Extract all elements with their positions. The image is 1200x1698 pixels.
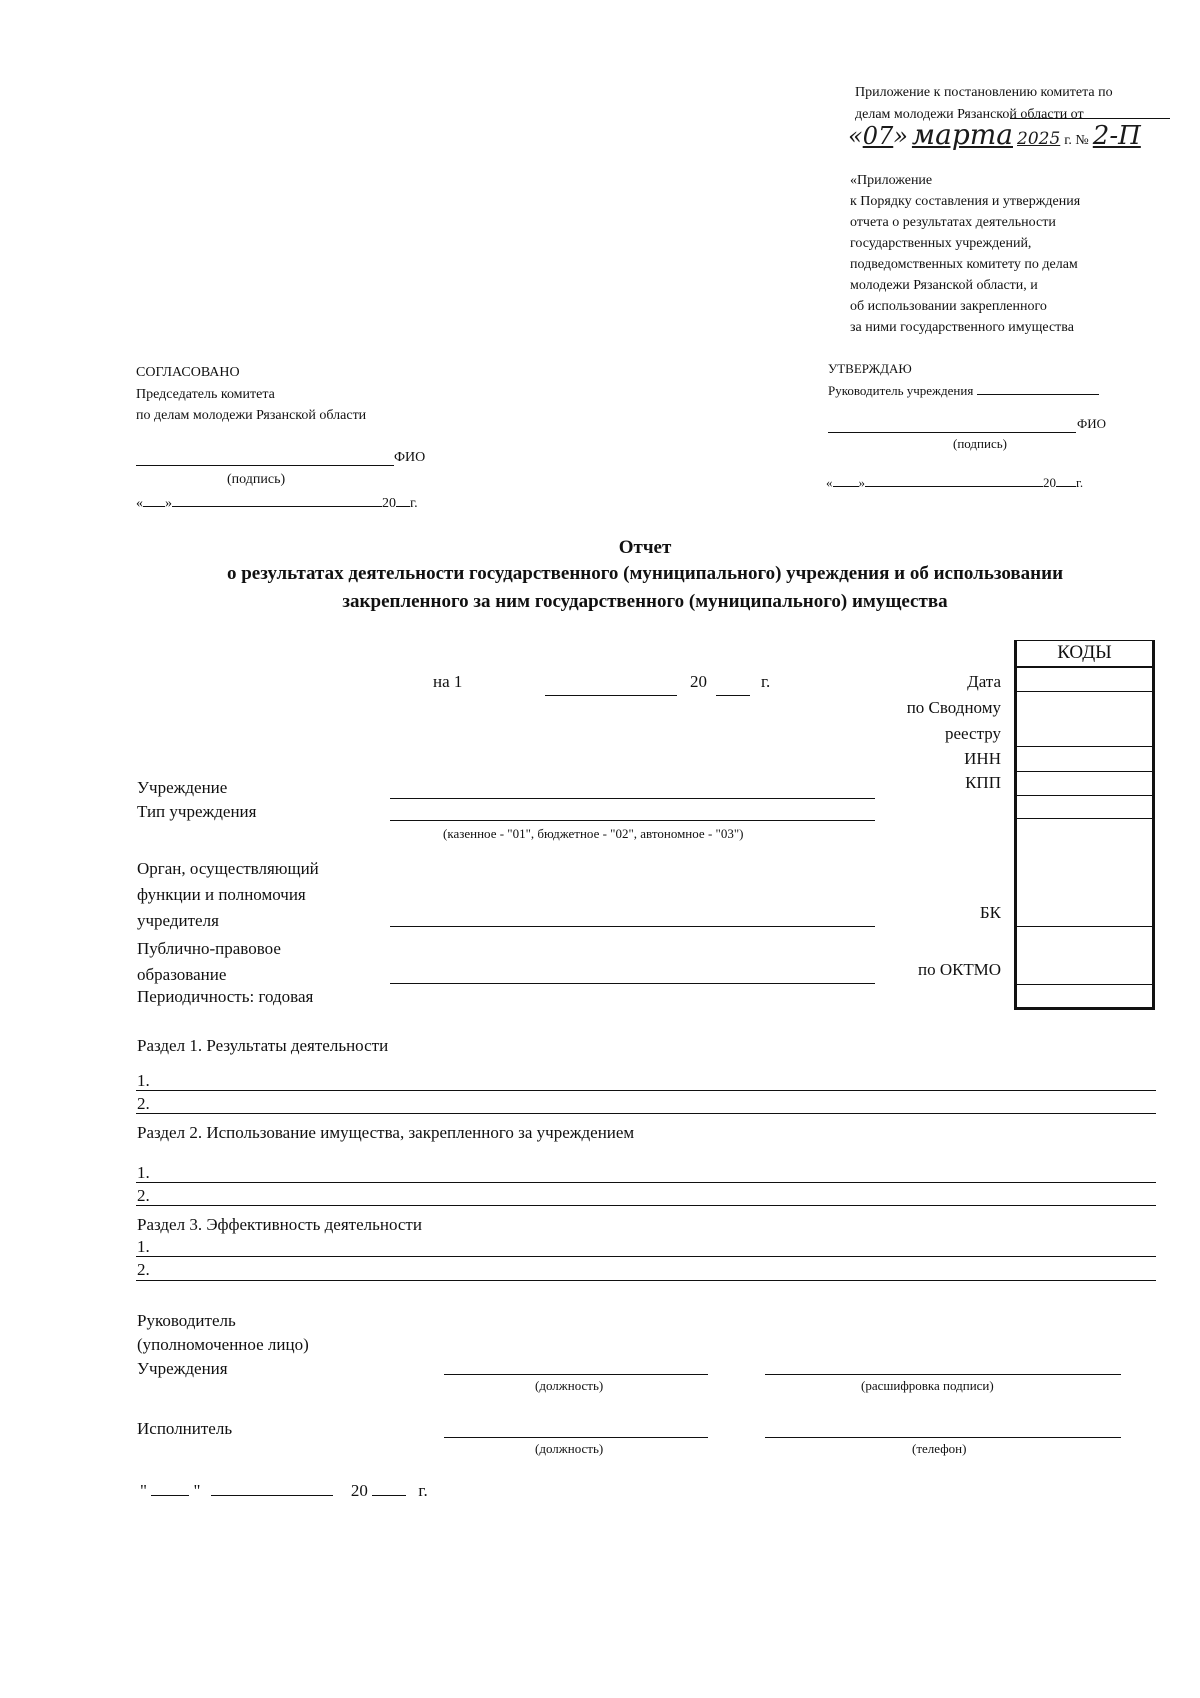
section-2-item-1: 1. <box>137 1163 150 1182</box>
form-type-field[interactable] <box>390 820 875 821</box>
signature-year: 20 <box>350 1481 368 1500</box>
approve-date-open: « <box>826 475 833 490</box>
form-founder-field[interactable] <box>390 926 875 927</box>
order-appendix-line: государственных учреждений, <box>850 236 1032 251</box>
section-2-line-1[interactable] <box>136 1182 1156 1183</box>
approve-signature-line[interactable] <box>828 432 1076 433</box>
section-3-item-2: 2. <box>137 1260 150 1279</box>
executor-position-field[interactable] <box>444 1437 708 1438</box>
approve-head-field[interactable] <box>977 380 1099 395</box>
section-2-item-2: 2. <box>137 1186 150 1205</box>
section-1-item-1: 1. <box>137 1071 150 1090</box>
executor-position-caption: (должность) <box>535 1441 604 1456</box>
form-as-of: на 1 <box>433 672 463 691</box>
codes-box <box>1014 640 1155 1010</box>
appendix-date-day: 07 <box>862 122 894 150</box>
codes-registry-label-1: по Сводному <box>906 698 1001 717</box>
codes-date-label: Дата <box>967 672 1001 691</box>
agreed-year-suffix: г. <box>410 496 418 511</box>
appendix-date-month: марта <box>911 118 1013 151</box>
signature-date-quote-close: " <box>193 1481 201 1500</box>
appendix-number: 2-П <box>1092 121 1141 151</box>
codes-bk-label: БК <box>979 903 1001 922</box>
signature-head-line: (уполномоченное лицо) <box>137 1335 309 1354</box>
form-public-entity-line: Публично-правовое <box>137 939 281 958</box>
agreed-line1: Председатель комитета <box>136 387 275 402</box>
order-appendix-line: молодежи Рязанской области, и <box>850 278 1038 293</box>
section-3-title: Раздел 3. Эффективность деятельности <box>137 1215 422 1234</box>
order-appendix-line: за ними государственного имущества <box>850 320 1074 335</box>
approve-month-field[interactable] <box>865 472 1043 487</box>
agreed-month-field[interactable] <box>172 492 382 507</box>
agreed-signature-line[interactable] <box>136 465 394 466</box>
signature-date-quote-open: " <box>140 1481 147 1500</box>
codes-row-sep <box>1017 926 1152 927</box>
approve-heading: УТВЕРЖДАЮ <box>828 361 912 376</box>
codes-row-sep <box>1017 795 1152 796</box>
signature-year-suffix: г. <box>418 1481 428 1500</box>
agreed-date-close: » <box>165 496 172 511</box>
section-2-title: Раздел 2. Использование имущества, закрепленного за учреждением <box>137 1123 635 1142</box>
appendix-date <box>848 118 1141 152</box>
executor-label: Исполнитель <box>137 1419 233 1438</box>
appendix-date-open: « <box>848 122 863 150</box>
head-decoding-caption: (расшифровка подписи) <box>861 1378 994 1393</box>
executor-phone-caption: (телефон) <box>912 1441 967 1456</box>
appendix-line2: делам молодежи Рязанской области от <box>855 107 1084 122</box>
order-appendix-line: «Приложение <box>850 173 933 188</box>
signature-head-label <box>137 1309 309 1381</box>
approve-year: 20 <box>1043 475 1056 490</box>
form-public-entity-line: образование <box>137 965 227 984</box>
agreed-signature-caption: (подпись) <box>227 472 286 487</box>
codes-registry-label-2: реестру <box>945 724 1001 743</box>
form-institution-label: Учреждение <box>137 778 228 797</box>
approve-year-suffix: г. <box>1076 475 1084 490</box>
form-institution-field[interactable] <box>390 798 875 799</box>
form-public-entity-label <box>137 936 281 988</box>
section-1-line-1[interactable] <box>136 1090 1156 1091</box>
codes-kpp-label: КПП <box>965 773 1001 792</box>
head-decoding-field[interactable] <box>765 1374 1121 1375</box>
section-1-item-2: 2. <box>137 1094 150 1113</box>
appendix-line1: Приложение к постановлению комитета по <box>855 85 1113 100</box>
form-founder-line: учредителя <box>137 911 219 930</box>
signature-year-field[interactable] <box>372 1481 406 1496</box>
form-founder-line: Орган, осуществляющий <box>137 859 319 878</box>
signature-head-line: Руководитель <box>137 1311 236 1330</box>
codes-row-sep <box>1017 691 1152 692</box>
form-founder-line: функции и полномочия <box>137 885 306 904</box>
form-year-suffix: г. <box>761 672 771 691</box>
head-position-field[interactable] <box>444 1374 708 1375</box>
agreed-heading: СОГЛАСОВАНО <box>136 365 240 380</box>
codes-row-sep <box>1017 771 1152 772</box>
appendix-date-close: » <box>893 122 908 150</box>
executor-phone-field[interactable] <box>765 1437 1121 1438</box>
agreed-day-field[interactable] <box>143 492 165 507</box>
section-3-line-2[interactable] <box>136 1280 1156 1281</box>
approve-date <box>826 472 1083 491</box>
signature-date <box>140 1481 428 1501</box>
appendix-date-year: 2025 <box>1017 129 1061 149</box>
report-title: Отчет <box>618 537 672 558</box>
approve-day-field[interactable] <box>833 472 859 487</box>
form-founder-label <box>137 856 319 934</box>
head-position-caption: (должность) <box>535 1378 604 1393</box>
report-title-line3: закрепленного за ним государственного (муниципального) имущества <box>342 591 948 612</box>
approve-date-close: » <box>858 475 865 490</box>
form-periodicity: Периодичность: годовая <box>137 987 314 1006</box>
codes-inn-label: ИНН <box>964 749 1001 768</box>
order-appendix <box>850 170 1170 338</box>
signature-day-field[interactable] <box>151 1481 189 1496</box>
agreed-fio: ФИО <box>394 450 426 465</box>
codes-header: КОДЫ <box>1014 640 1155 667</box>
codes-row-sep <box>1017 818 1152 819</box>
form-type-hint: (казенное - "01", бюджетное - "02", автономное - "03") <box>443 826 744 841</box>
section-3-line-1[interactable] <box>136 1256 1156 1257</box>
agreed-date-open: « <box>136 496 143 511</box>
approve-year-field[interactable] <box>1056 472 1076 487</box>
form-year: 20 <box>690 672 707 691</box>
codes-row-sep <box>1017 667 1152 668</box>
order-appendix-line: подведомственных комитету по делам <box>850 257 1078 272</box>
codes-row-sep <box>1017 984 1152 985</box>
signature-head-line: Учреждения <box>137 1359 228 1378</box>
report-title-line2: о результатах деятельности государственного (муниципального) учреждения и об использовании <box>226 563 1064 584</box>
codes-row-sep <box>1017 746 1152 747</box>
form-type-label: Тип учреждения <box>137 802 257 821</box>
section-2-line-2[interactable] <box>136 1205 1156 1206</box>
appendix-year-suffix: г. № <box>1064 133 1089 148</box>
agreed-year-field[interactable] <box>396 492 410 507</box>
section-1-title: Раздел 1. Результаты деятельности <box>137 1036 389 1055</box>
order-appendix-line: об использовании закрепленного <box>850 299 1047 314</box>
approve-signature-caption: (подпись) <box>953 436 1007 451</box>
approve-line1 <box>828 380 1099 399</box>
form-public-entity-field[interactable] <box>390 983 875 984</box>
signature-month-field[interactable] <box>211 1481 333 1496</box>
form-month-field[interactable] <box>545 695 677 696</box>
agreed-year: 20 <box>382 496 396 511</box>
codes-oktmo-label: по ОКТМО <box>917 960 1001 979</box>
agreed-date <box>136 492 418 514</box>
section-1-line-2[interactable] <box>136 1113 1156 1114</box>
approve-fio: ФИО <box>1077 416 1107 431</box>
form-year-field[interactable] <box>716 695 750 696</box>
section-3-item-1: 1. <box>137 1237 150 1256</box>
agreed-line2: по делам молодежи Рязанской области <box>136 408 367 423</box>
approve-line1-text: Руководитель учреждения <box>828 383 974 398</box>
order-appendix-line: к Порядку составления и утверждения <box>850 194 1081 209</box>
order-appendix-line: отчета о результатах деятельности <box>850 215 1056 230</box>
